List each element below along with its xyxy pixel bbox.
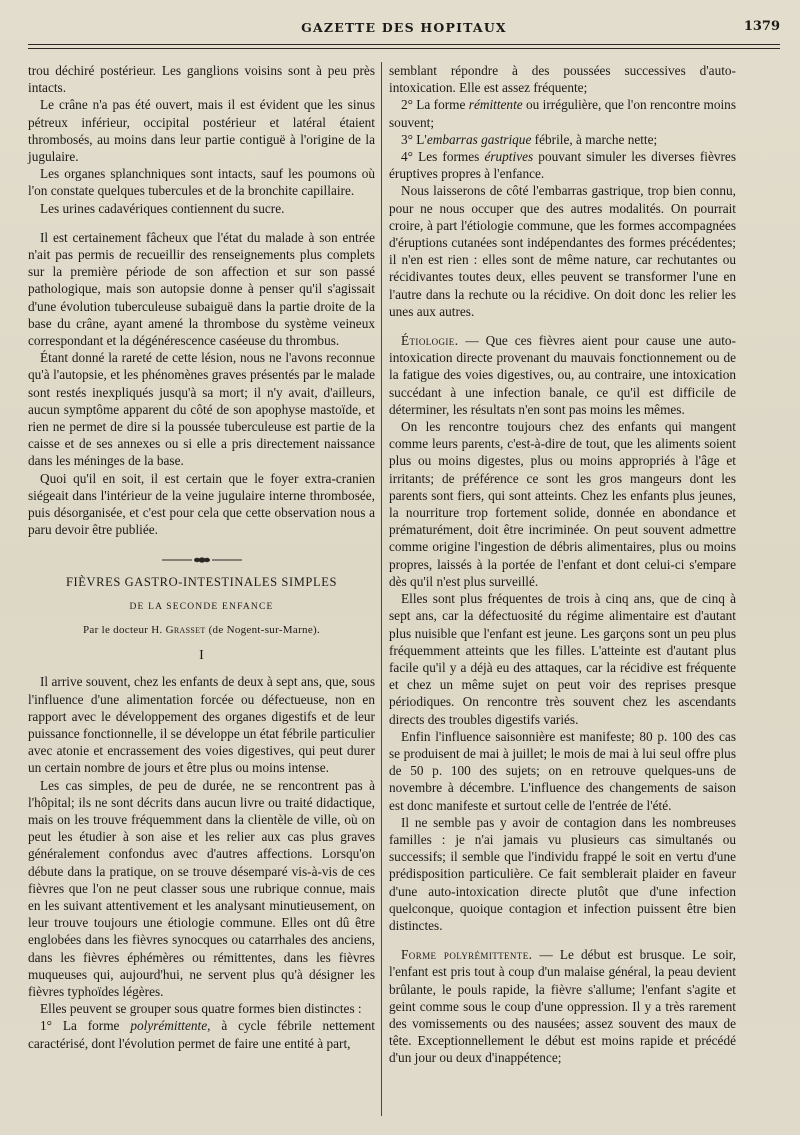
paragraph: Les cas simples, de peu de durée, ne se rencontrent pas à l'hôpital; ils ne sont décrits dans aucun livre ou traité didactique, mais on les trouve fréquemment dans la clientèle de ville, où on peut les étudier à son aise et les relier aux cas plus graves généralement confondus avec d'autres affections. Lorsqu'on débute dans la pratique, on se trouve désemparé vis-à-vis de ces fièvres que l'on ne peut classer sous une rubrique connue, mais en les suivant attentivement et les analysant minutieusement, on leur trouve toujours une étiologie commune. Elles ont dû être englobées dans les fièvres synocques ou catarrhales des anciens, dans les fièvres éphémères ou rémittentes, dans les fièvres muqueuses qui, aujourd'hui, ne servent plus qu'à désigner les fièvres typhoïdes légères. bbox=[28, 777, 375, 999]
article-title: FIÈVRES GASTRO-INTESTINALES SIMPLES bbox=[65, 575, 337, 590]
paragraph: Étant donné la rareté de cette lésion, nous ne l'avons reconnue qu'à l'autopsie, et les phénomènes graves présentés par le malade sont restés inexpliqués jusqu'à sa mort; il n'y avait, d'ailleurs, aucun symptôme apparent du côté de son apophyse mastoïde, et rien ne permet de dire si la poussée tuberculeuse est partie de la caisse et de ses annexes ou si elle a pris directement naissance dans les méninges de la base. bbox=[28, 350, 375, 469]
paragraph: Étiologie. — Que ces fièvres aient pour cause une auto-intoxication directe provenant du mauvais fonctionnement ou de la fatigue des voies digestives, ou, au contraire, une intoxication succédant à une infection banale, ce qu'il est difficile de déterminer, les résultats n'en sont pas moins les mêmes. bbox=[389, 333, 736, 417]
italic-term: polyrémittente bbox=[130, 1018, 208, 1034]
author-prefix: Par le docteur H. bbox=[82, 623, 163, 636]
paragraph: Les organes splanchniques sont intacts, sauf les poumons où l'on constate quelques tubercules et de la bronchite capillaire. bbox=[28, 166, 375, 199]
section-heading: Forme polyrémittente. bbox=[401, 947, 533, 963]
paragraph: 4° Les formes éruptives pouvant simuler les diverses fièvres éruptives propres à l'enfance. bbox=[389, 149, 736, 182]
paragraph: On les rencontre toujours chez des enfants qui mangent comme leurs parents, c'est-à-dire de tout, que les aliments soient plus ou moins digestes, plus ou moins appropriés à l'âge et irritants; de préférence ce sont les gros mangeurs dont les parents sont fiers, qui sont atteints. Chez les enfants plus jeunes, la nourriture trop fortement solide, donnée en abondance et prématurément, doit être incriminée. On peut souvent admettre comme origine l'ingestion de débris alimentaires, plus ou moins propres, laissés à la portée de l'enfant et dont celui-ci s'empare dès qu'il n'est plus surveillé. bbox=[389, 419, 736, 589]
paragraph: Le crâne n'a pas été ouvert, mais il est évident que les sinus pétreux inférieur, occipital postérieur et latéral étaient thrombosés, au moins dans leur partie contiguë à l'origine de la jugulaire. bbox=[28, 97, 375, 165]
paragraph: trou déchiré postérieur. Les ganglions voisins sont à peu près intacts. bbox=[28, 63, 375, 96]
paragraph: Il est certainement fâcheux que l'état du malade à son entrée n'ait pas permis de recueillir des renseignements plus complets sur la première période de son affection et sur son passé pathologique, mais son autopsie donne à penser qu'il s'agissait d'une évolution tuberculeuse subaiguë dans la partie droite de la base du crâne, ayant amené la thrombose du système veineux correspondant et la dégénérescence caséeuse du thrombus. bbox=[28, 229, 375, 349]
paragraph: Enfin l'influence saisonnière est manifeste; 80 p. 100 des cas se produisent de mai à juillet; le mois de mai à lui seul offre plus de 50 p. 100 des sujets; on en retrouve quelques-uns de novembre à décembre. L'influence des changements de saison est donc manifeste et surtout celle de l'entrée de l'été. bbox=[389, 728, 736, 813]
paragraph: 1° La forme polyrémittente, à cycle fébrile nettement caractérisé, dont l'évolution permet de faire une entité à part, bbox=[28, 1018, 375, 1051]
header-rule-thin bbox=[28, 48, 780, 49]
paragraph: Elles sont plus fréquentes de trois à cinq ans, que de cinq à sept ans, car la défectuosité du régime alimentaire est d'autant plus nuisible que l'enfant est jeune. Les garçons sont un peu plus fréquemment atteints que les filles. L'atteinte est d'autant plus facile qu'il y a déjà eu des attaques, car la récidive est fréquente et chez un même sujet on peut voir des reprises presque périodiques. On rencontre très souvent chez les ascendants directs des troubles digestifs variés. bbox=[389, 591, 736, 727]
journal-title: GAZETTE DES HOPITAUX bbox=[301, 20, 507, 35]
paragraph: 3° L'embarras gastrique fébrile, à marche nette; bbox=[401, 131, 658, 147]
author-suffix: (de Nogent-sur-Marne). bbox=[208, 623, 321, 636]
italic-term: embarras gastrique bbox=[426, 131, 532, 147]
paragraph: semblant répondre à des poussées successives d'auto-intoxication. Elle est assez fréquente; bbox=[389, 63, 736, 96]
page-number: 1379 bbox=[743, 19, 780, 34]
column-divider bbox=[381, 62, 382, 1116]
author-name: Grasset bbox=[165, 623, 206, 636]
section-number: I bbox=[199, 648, 204, 664]
right-column bbox=[389, 62, 736, 1067]
paragraph: Nous laisserons de côté l'embarras gastrique, trop bien connu, pour ne nous occuper que des autres modalités. On pourrait croire, à part l'étiologie commune, que les formes accompagnées d'éruptions cutanées sont indépendantes des formes précédentes; il n'en est rien : elles sont de même nature, car rechutantes ou récidivantes toutes deux, elles peuvent se transformer l'une en l'autre dans la rechute ou la récidive. On doit donc les relier les unes aux autres. bbox=[389, 183, 736, 319]
header-rule bbox=[28, 44, 780, 45]
paragraph: Il arrive souvent, chez les enfants de deux à sept ans, que, sous l'influence d'une alimentation forcée ou défectueuse, non en rapport avec le développement des organes digestifs et de leur puissance fonctionnelle, il se développe un état fébrile particulier avec atonie et encrassement des voies digestives, qui peut durer un certain nombre de jours et être plus ou moins intense. bbox=[28, 674, 375, 776]
paragraph: Quoi qu'il en soit, il est certain que le foyer extra-cranien siégeait dans l'intérieur de la veine jugulaire interne thrombosée, puis désorganisée, et c'est pour cela que cette observation nous a paru devoir être publiée. bbox=[28, 470, 375, 538]
section-ornament bbox=[28, 552, 375, 564]
section-heading: Étiologie. bbox=[401, 333, 459, 349]
paragraph: Elles peuvent se grouper sous quatre formes bien distinctes : bbox=[40, 1001, 362, 1017]
paragraph: Forme polyrémittente. — Le début est brusque. Le soir, l'enfant est pris tout à coup d'un malaise général, la peau devient brûlante, le pouls rapide, la fièvre s'allume; l'enfant s'agite et geint comme sous le coup d'une oppression. Il y a très rarement des vomissements ou des nausées; assez souvent des maux de tête. Exceptionnellement le début est moins rapide et précédé d'un jour ou deux d'inappétence; bbox=[389, 947, 736, 1066]
article-subtitle: DE LA SECONDE ENFANCE bbox=[129, 601, 274, 612]
left-column bbox=[28, 62, 375, 1052]
italic-term: rémittente bbox=[468, 97, 523, 113]
paragraph: 2° La forme rémittente ou irrégulière, que l'on rencontre moins souvent; bbox=[389, 97, 737, 130]
article-author bbox=[28, 622, 375, 639]
paragraph: Il ne semble pas y avoir de contagion dans les nombreuses familles : je n'ai jamais vu plusieurs cas simultanés ou successifs; il semble que l'individu frappé le soit en vertu d'une prédisposition particulière. Ce fait semblerait plaider en faveur d'une auto-intoxication directe plutôt que d'une infection quelconque, quoique contagion et infection puissent être bien distinctes. bbox=[389, 814, 736, 933]
page-header bbox=[28, 12, 780, 52]
italic-term: éruptives bbox=[484, 149, 534, 165]
paragraph: Les urines cadavériques contiennent du sucre. bbox=[40, 200, 285, 216]
